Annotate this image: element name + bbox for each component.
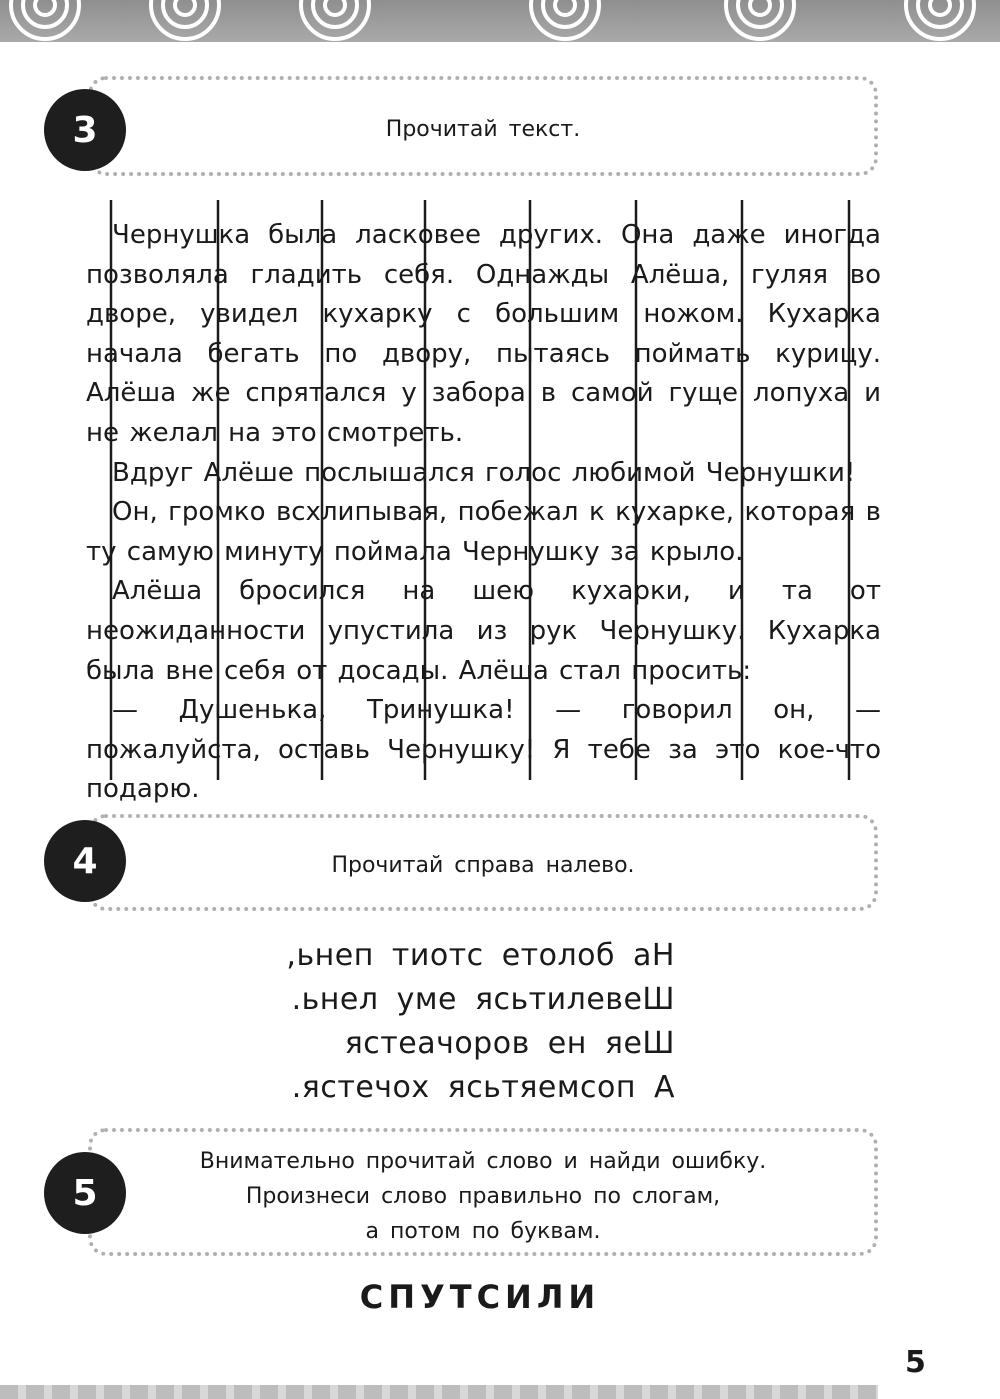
task-3-number-badge: 3 xyxy=(44,89,126,171)
paragraph: Он, громко всхлипывая, побежал к кухарке, которая в ту самую минуту поймала Чернушку за крыло. xyxy=(86,497,881,567)
mirror-line: .ьнел уме ясьтилевеШ xyxy=(291,982,675,1017)
paragraph: Чернушка была ласковее других. Она даже иногда позволяла гладить себя. Однажды Алёша, гуляя во дворе, увидел кухарку с большим ножом. Кухарка начала бегать по двору, пытаясь поймать курицу. Алёша же спрятался у забора в самой гуще лопуха и не желал на это смотреть. xyxy=(86,220,881,448)
task-5-number-badge: 5 xyxy=(44,1152,126,1234)
spiral-pattern-icon xyxy=(0,0,1000,42)
task-3-box xyxy=(88,76,878,176)
task-5-box xyxy=(88,1128,878,1256)
task-5-instruction-line: Произнеси слово правильно по слогам, xyxy=(245,1184,721,1209)
mirror-line: .ястечох ясьтяемсоп А xyxy=(291,1070,675,1105)
task-3-instruction: Прочитай текст. xyxy=(385,117,581,142)
task-4-number-badge: 4 xyxy=(44,820,126,902)
page-number-tab xyxy=(878,1322,1000,1399)
paragraph: — Душенька, Тринушка! — говорил он, — пожалуйста, оставь Чернушку! Я тебе за это кое-что подарю. xyxy=(86,695,881,805)
header-decoration xyxy=(0,0,1000,42)
task-5-instruction-line: а потом по буквам. xyxy=(365,1219,601,1244)
page-number: 5 xyxy=(905,1345,926,1380)
mirror-line: ,ьнеп тиотс етолоб аН xyxy=(286,938,675,973)
paragraph: Вдруг Алёше послышался голос любимой Чернушки! xyxy=(112,457,856,488)
misspelled-word: СПУТСИЛИ xyxy=(359,1278,601,1316)
task-4-instruction: Прочитай справа налево. xyxy=(331,853,635,878)
reading-text xyxy=(86,216,881,810)
footer-decoration xyxy=(0,1385,1000,1399)
mirror-line: ястеачоров ен яеШ xyxy=(344,1026,675,1061)
task-5-instruction-line: Внимательно прочитай слово и найди ошибку. xyxy=(199,1149,767,1174)
task-4-box xyxy=(88,814,878,911)
paragraph: Алёша бросился на шею кухарки, и та от неожиданности упустила из рук Чернушку. Кухарка была вне себя от досады. Алёша стал просить: xyxy=(86,576,881,686)
